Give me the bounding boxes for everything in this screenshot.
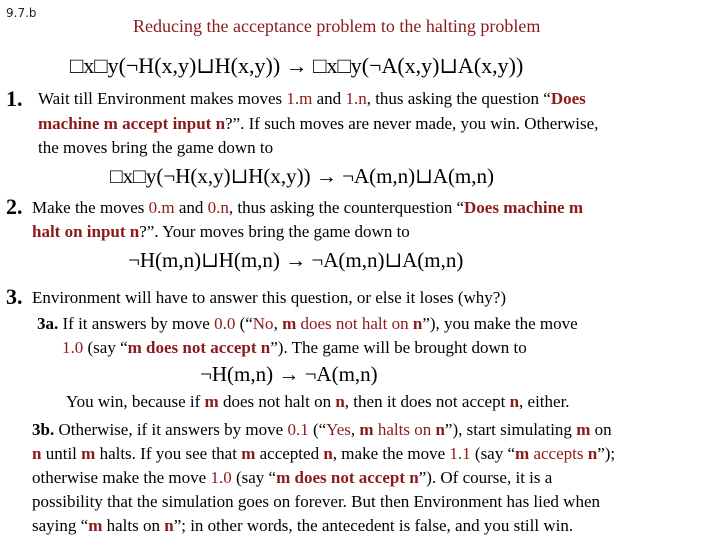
text-run: 0.n bbox=[207, 198, 229, 217]
text-run: (say “ bbox=[83, 338, 128, 357]
text-run: n bbox=[412, 314, 423, 333]
slide-id: 9.7.b bbox=[6, 6, 37, 20]
text-run: ”). The game will be brought down to bbox=[270, 338, 527, 357]
text-run: 1.0 bbox=[62, 338, 84, 357]
text-run: n bbox=[323, 444, 333, 463]
text-run: m bbox=[88, 516, 103, 535]
step-1-line-2 bbox=[38, 114, 598, 134]
text-run: m bbox=[359, 420, 374, 439]
step-3a-formula: ¬H(m,n) → ¬A(m,n) bbox=[200, 362, 378, 386]
step-1-formula: □x□y(¬H(x,y)⊔H(x,y)) → ¬A(m,n)⊔A(m,n) bbox=[110, 164, 495, 188]
text-run: (“ bbox=[235, 314, 253, 333]
text-run: 0.0 bbox=[214, 314, 236, 333]
text-run: 3a. bbox=[37, 314, 59, 333]
main-formula: □x□y(¬H(x,y)⊔H(x,y)) → □x□y(¬A(x,y)⊔A(x,y)) bbox=[70, 53, 524, 78]
text-run: You win, because if bbox=[66, 392, 205, 411]
text-run: does not halt on bbox=[218, 392, 336, 411]
step-3a-line-1 bbox=[37, 314, 578, 334]
text-run: ”), you make the move bbox=[422, 314, 578, 333]
text-run: 1.m bbox=[286, 89, 313, 108]
text-run: m bbox=[204, 392, 219, 411]
text-run: ”). Of course, it is a bbox=[418, 468, 553, 487]
text-run: n bbox=[435, 420, 445, 439]
text-run: halts on bbox=[373, 420, 436, 439]
text-run: , thus asking the question “ bbox=[366, 89, 551, 108]
step-1-line-1 bbox=[38, 89, 586, 109]
text-run: ?”. Your moves bring the game down to bbox=[139, 222, 410, 241]
text-run: n bbox=[164, 516, 174, 535]
text-run: does not halt on bbox=[296, 314, 413, 333]
text-run: halts. If you see that bbox=[95, 444, 242, 463]
step-1-number: 1. bbox=[6, 86, 23, 111]
text-run: , then it does not accept bbox=[344, 392, 510, 411]
text-run: does not accept bbox=[290, 468, 410, 487]
text-run: accepts bbox=[529, 444, 588, 463]
step-1-line-3: the moves bring the game down to bbox=[38, 138, 274, 157]
text-run: m bbox=[81, 444, 96, 463]
text-run: n bbox=[32, 444, 42, 463]
text-run: , bbox=[273, 314, 283, 333]
text-run: Otherwise, if it answers by move bbox=[54, 420, 288, 439]
text-run: If it answers by move bbox=[58, 314, 215, 333]
text-run: 1.n bbox=[345, 89, 367, 108]
step-2-line-2 bbox=[32, 222, 410, 242]
step-2-line-1 bbox=[32, 198, 583, 218]
text-run: ”; in other words, the antecedent is false, and you still win. bbox=[173, 516, 574, 535]
text-run: accept input bbox=[117, 114, 216, 133]
text-run: Does machine m bbox=[464, 198, 583, 217]
text-run: 0.1 bbox=[287, 420, 309, 439]
step-3b-line-1 bbox=[32, 420, 612, 440]
text-run: Does bbox=[550, 89, 586, 108]
text-run: n bbox=[335, 392, 345, 411]
text-run: accepted bbox=[255, 444, 324, 463]
text-run: No bbox=[252, 314, 274, 333]
text-run: n bbox=[409, 468, 419, 487]
slide-title: Reducing the acceptance problem to the halting problem bbox=[133, 16, 541, 36]
text-run: 3b. bbox=[32, 420, 55, 439]
text-run: ”); bbox=[597, 444, 616, 463]
text-run: does not accept bbox=[141, 338, 261, 357]
text-run: saying “ bbox=[32, 516, 89, 535]
step-3b-line-4: possibility that the simulation goes on forever. But then Environment has lied when bbox=[32, 492, 600, 511]
text-run: halts on bbox=[102, 516, 165, 535]
text-run: m bbox=[276, 468, 291, 487]
text-run: m bbox=[515, 444, 530, 463]
step-3a-line-3 bbox=[66, 392, 570, 412]
step-3b-line-2 bbox=[32, 444, 615, 464]
text-run: (say “ bbox=[470, 444, 516, 463]
text-run: 1.0 bbox=[210, 468, 232, 487]
text-run: , make the move bbox=[332, 444, 450, 463]
text-run: n bbox=[509, 392, 520, 411]
text-run: , bbox=[350, 420, 360, 439]
text-run: m bbox=[576, 420, 591, 439]
text-run: Yes bbox=[326, 420, 351, 439]
text-run: m bbox=[103, 114, 118, 133]
step-3a-line-2 bbox=[62, 338, 527, 358]
step-3-line-1: Environment will have to answer this question, or else it loses (why?) bbox=[32, 288, 507, 307]
text-run: n bbox=[215, 114, 226, 133]
text-run: n bbox=[260, 338, 271, 357]
text-run: ”), start simulating bbox=[444, 420, 577, 439]
text-run: ?”. If such moves are never made, you win. Otherwise, bbox=[225, 114, 599, 133]
text-run: otherwise make the move bbox=[32, 468, 211, 487]
text-run: (“ bbox=[308, 420, 327, 439]
text-run: halt on input n bbox=[32, 222, 140, 241]
step-2-formula: ¬H(m,n)⊔H(m,n) → ¬A(m,n)⊔A(m,n) bbox=[128, 248, 464, 272]
text-run: on bbox=[590, 420, 612, 439]
step-3b-line-3 bbox=[32, 468, 552, 488]
text-run: Wait till Environment makes moves bbox=[38, 89, 287, 108]
text-run: until bbox=[41, 444, 82, 463]
text-run: , either. bbox=[519, 392, 570, 411]
text-run: m bbox=[241, 444, 256, 463]
text-run: (say “ bbox=[231, 468, 277, 487]
text-run: m bbox=[127, 338, 142, 357]
text-run: and bbox=[174, 198, 208, 217]
text-run: and bbox=[312, 89, 346, 108]
step-2-number: 2. bbox=[6, 194, 23, 219]
step-3-number: 3. bbox=[6, 284, 23, 309]
step-3b-line-5 bbox=[32, 516, 573, 536]
text-run: m bbox=[282, 314, 297, 333]
text-run: , thus asking the counterquestion “ bbox=[228, 198, 465, 217]
text-run: machine bbox=[38, 114, 104, 133]
text-run: 0.m bbox=[148, 198, 175, 217]
text-run: n bbox=[587, 444, 598, 463]
text-run: 1.1 bbox=[449, 444, 471, 463]
text-run: Make the moves bbox=[32, 198, 149, 217]
